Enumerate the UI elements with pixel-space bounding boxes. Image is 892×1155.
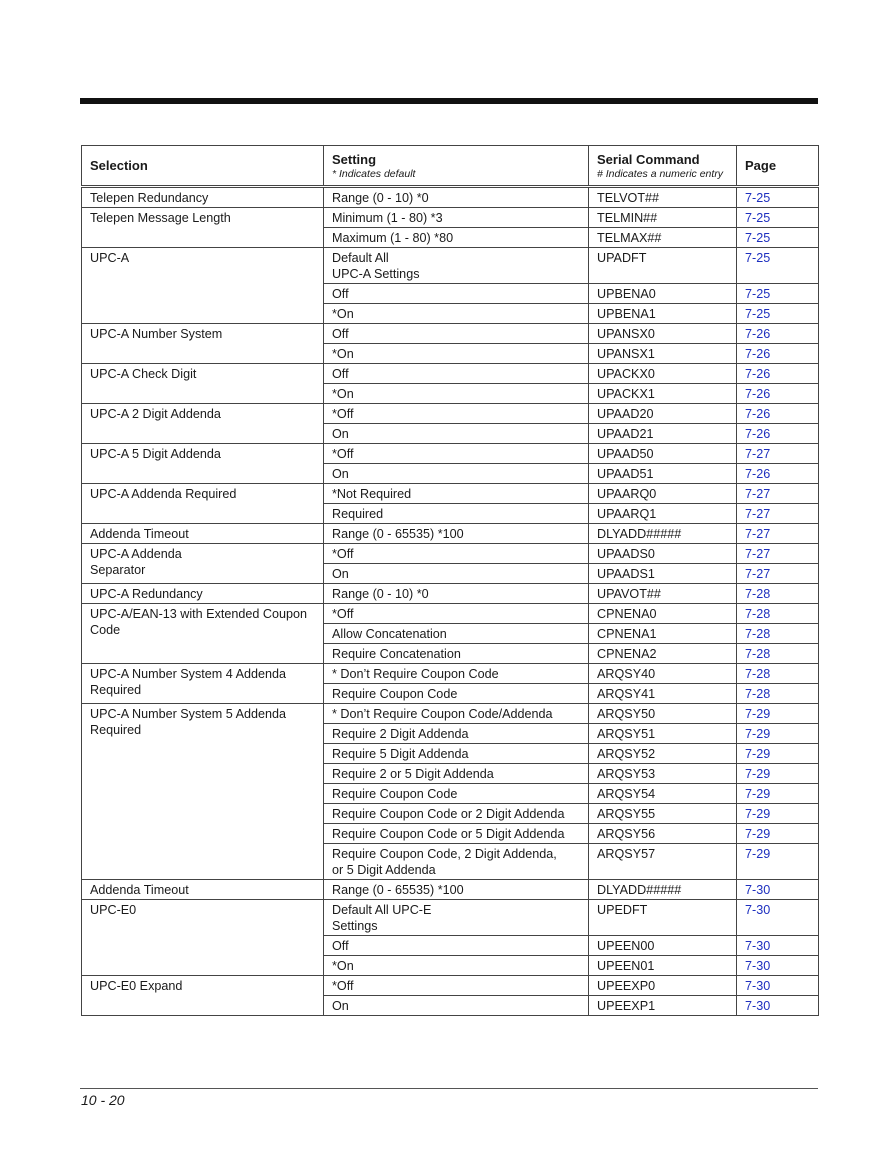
setting-cell: *Off <box>324 976 589 996</box>
table-body <box>82 187 819 1016</box>
page-link[interactable]: 7-29 <box>737 704 819 724</box>
serial-command-cell: DLYADD##### <box>589 880 737 900</box>
setting-cell: Required <box>324 504 589 524</box>
serial-command-cell: UPAAD21 <box>589 424 737 444</box>
serial-command-cell: ARQSY53 <box>589 764 737 784</box>
serial-command-cell: CPNENA1 <box>589 624 737 644</box>
setting-cell: Require Coupon Code or 2 Digit Addenda <box>324 804 589 824</box>
table-row <box>82 524 819 544</box>
header-setting-note: * Indicates default <box>332 167 416 180</box>
table-row <box>82 404 819 424</box>
header-serial-label: Serial Command <box>597 151 700 167</box>
page-link[interactable]: 7-29 <box>737 744 819 764</box>
table-row <box>82 248 819 284</box>
serial-command-cell: UPEDFT <box>589 900 737 936</box>
setting-cell: Off <box>324 324 589 344</box>
setting-cell: Range (0 - 65535) *100 <box>324 524 589 544</box>
selection-cell: UPC-A/EAN-13 with Extended Coupon Code <box>82 604 324 664</box>
setting-cell: *Off <box>324 544 589 564</box>
page-number: 10 - 20 <box>81 1092 125 1108</box>
setting-cell: Require 5 Digit Addenda <box>324 744 589 764</box>
serial-command-cell: ARQSY51 <box>589 724 737 744</box>
page-link[interactable]: 7-25 <box>737 248 819 284</box>
page-link[interactable]: 7-30 <box>737 976 819 996</box>
serial-command-cell: CPNENA2 <box>589 644 737 664</box>
table-row <box>82 364 819 384</box>
selection-cell: Addenda Timeout <box>82 524 324 544</box>
serial-command-cell: TELVOT## <box>589 187 737 208</box>
serial-command-cell: UPBENA1 <box>589 304 737 324</box>
selection-cell: UPC-A Addenda Separator <box>82 544 324 584</box>
page-link[interactable]: 7-27 <box>737 504 819 524</box>
header-selection: Selection <box>82 146 324 187</box>
selection-cell: Telepen Message Length <box>82 208 324 248</box>
serial-command-cell: ARQSY52 <box>589 744 737 764</box>
setting-cell: *Off <box>324 404 589 424</box>
header-serial-note: # Indicates a numeric entry <box>597 167 724 180</box>
page-link[interactable]: 7-28 <box>737 624 819 644</box>
serial-command-cell: ARQSY40 <box>589 664 737 684</box>
selection-cell: UPC-A Addenda Required <box>82 484 324 524</box>
table-row <box>82 544 819 564</box>
page-link[interactable]: 7-29 <box>737 844 819 880</box>
serial-command-cell: UPADFT <box>589 248 737 284</box>
page-link[interactable]: 7-30 <box>737 880 819 900</box>
setting-cell: Range (0 - 10) *0 <box>324 584 589 604</box>
serial-command-cell: UPAADS0 <box>589 544 737 564</box>
serial-command-cell: ARQSY50 <box>589 704 737 724</box>
page-link[interactable]: 7-26 <box>737 344 819 364</box>
setting-cell: Off <box>324 364 589 384</box>
table-header-row <box>82 146 819 187</box>
setting-cell: Off <box>324 936 589 956</box>
serial-command-cell: UPANSX0 <box>589 324 737 344</box>
table-row <box>82 584 819 604</box>
table-row <box>82 604 819 624</box>
setting-cell: Require Concatenation <box>324 644 589 664</box>
selection-cell: Telepen Redundancy <box>82 187 324 208</box>
page-link[interactable]: 7-26 <box>737 464 819 484</box>
serial-command-cell: UPAARQ0 <box>589 484 737 504</box>
serial-command-cell: ARQSY54 <box>589 784 737 804</box>
page-link[interactable]: 7-26 <box>737 324 819 344</box>
setting-cell: Require Coupon Code <box>324 684 589 704</box>
setting-cell: *On <box>324 384 589 404</box>
setting-cell: *Off <box>324 604 589 624</box>
serial-command-cell: UPEEXP1 <box>589 996 737 1016</box>
serial-command-cell: UPAADS1 <box>589 564 737 584</box>
header-rule <box>80 98 818 104</box>
serial-command-cell: UPBENA0 <box>589 284 737 304</box>
serial-command-cell: UPANSX1 <box>589 344 737 364</box>
page-link[interactable]: 7-28 <box>737 684 819 704</box>
page-link[interactable]: 7-28 <box>737 584 819 604</box>
selection-cell: UPC-A Number System 4 Addenda Required <box>82 664 324 704</box>
setting-cell: Maximum (1 - 80) *80 <box>324 228 589 248</box>
setting-cell: Range (0 - 65535) *100 <box>324 880 589 900</box>
table-row <box>82 208 819 228</box>
page-link[interactable]: 7-29 <box>737 784 819 804</box>
serial-command-cell: CPNENA0 <box>589 604 737 624</box>
page-link[interactable]: 7-25 <box>737 304 819 324</box>
setting-cell: Require 2 or 5 Digit Addenda <box>324 764 589 784</box>
selection-cell: Addenda Timeout <box>82 880 324 900</box>
settings-table <box>81 145 819 1016</box>
page-link[interactable]: 7-29 <box>737 724 819 744</box>
page-link[interactable]: 7-27 <box>737 564 819 584</box>
table-row <box>82 664 819 684</box>
page-link[interactable]: 7-28 <box>737 664 819 684</box>
header-setting-label: Setting <box>332 151 377 167</box>
setting-cell: Require Coupon Code <box>324 784 589 804</box>
setting-cell: Minimum (1 - 80) *3 <box>324 208 589 228</box>
page-link[interactable]: 7-26 <box>737 364 819 384</box>
selection-cell: UPC-A Number System 5 Addenda Required <box>82 704 324 880</box>
page-link[interactable]: 7-26 <box>737 404 819 424</box>
serial-command-cell: DLYADD##### <box>589 524 737 544</box>
serial-command-cell: UPAARQ1 <box>589 504 737 524</box>
serial-command-cell: UPEEXP0 <box>589 976 737 996</box>
page-link[interactable]: 7-27 <box>737 544 819 564</box>
page-link[interactable]: 7-27 <box>737 444 819 464</box>
footer-rule <box>80 1088 818 1089</box>
page-link[interactable]: 7-30 <box>737 900 819 936</box>
setting-cell: Require Coupon Code or 5 Digit Addenda <box>324 824 589 844</box>
setting-cell: *On <box>324 304 589 324</box>
page-link[interactable]: 7-28 <box>737 644 819 664</box>
selection-cell: UPC-A Number System <box>82 324 324 364</box>
page-link[interactable]: 7-30 <box>737 956 819 976</box>
page-link[interactable]: 7-29 <box>737 764 819 784</box>
page-link[interactable]: 7-25 <box>737 228 819 248</box>
serial-command-cell: UPAAD51 <box>589 464 737 484</box>
setting-cell: Require 2 Digit Addenda <box>324 724 589 744</box>
page-link[interactable]: 7-27 <box>737 484 819 504</box>
page-link[interactable]: 7-25 <box>737 187 819 208</box>
serial-command-cell: UPEEN01 <box>589 956 737 976</box>
serial-command-cell: ARQSY57 <box>589 844 737 880</box>
setting-cell: On <box>324 464 589 484</box>
table-row <box>82 704 819 724</box>
serial-command-cell: UPAAD50 <box>589 444 737 464</box>
page-link[interactable]: 7-29 <box>737 804 819 824</box>
setting-cell: *On <box>324 956 589 976</box>
setting-cell: * Don’t Require Coupon Code/Addenda <box>324 704 589 724</box>
table-row <box>82 880 819 900</box>
setting-cell: *Off <box>324 444 589 464</box>
page-link[interactable]: 7-27 <box>737 524 819 544</box>
serial-command-cell: UPAAD20 <box>589 404 737 424</box>
serial-command-cell: UPAVOT## <box>589 584 737 604</box>
page-link[interactable]: 7-28 <box>737 604 819 624</box>
page-link[interactable]: 7-26 <box>737 384 819 404</box>
selection-cell: UPC-A 2 Digit Addenda <box>82 404 324 444</box>
serial-command-cell: UPEEN00 <box>589 936 737 956</box>
page-link[interactable]: 7-29 <box>737 824 819 844</box>
settings-table-container <box>81 145 818 1016</box>
serial-command-cell: UPACKX0 <box>589 364 737 384</box>
selection-cell: UPC-E0 Expand <box>82 976 324 1016</box>
setting-cell: On <box>324 564 589 584</box>
selection-cell: UPC-A <box>82 248 324 324</box>
table-row <box>82 444 819 464</box>
selection-cell: UPC-A Redundancy <box>82 584 324 604</box>
serial-command-cell: UPACKX1 <box>589 384 737 404</box>
serial-command-cell: TELMAX## <box>589 228 737 248</box>
setting-cell: Require Coupon Code, 2 Digit Addenda, or 5 Digit Addenda <box>324 844 589 880</box>
serial-command-cell: ARQSY41 <box>589 684 737 704</box>
selection-cell: UPC-A Check Digit <box>82 364 324 404</box>
setting-cell: Default All UPC-E Settings <box>324 900 589 936</box>
setting-cell: Allow Concatenation <box>324 624 589 644</box>
setting-cell: Range (0 - 10) *0 <box>324 187 589 208</box>
header-page: Page <box>737 146 819 187</box>
table-row <box>82 484 819 504</box>
table-row <box>82 976 819 996</box>
setting-cell: Off <box>324 284 589 304</box>
page-link[interactable]: 7-30 <box>737 996 819 1016</box>
setting-cell: *On <box>324 344 589 364</box>
header-setting <box>324 146 589 187</box>
page-link[interactable]: 7-25 <box>737 208 819 228</box>
serial-command-cell: ARQSY55 <box>589 804 737 824</box>
page-link[interactable]: 7-25 <box>737 284 819 304</box>
setting-cell: * Don’t Require Coupon Code <box>324 664 589 684</box>
selection-cell: UPC-E0 <box>82 900 324 976</box>
page-link[interactable]: 7-26 <box>737 424 819 444</box>
header-serial-command <box>589 146 737 187</box>
table-row <box>82 900 819 936</box>
serial-command-cell: ARQSY56 <box>589 824 737 844</box>
setting-cell: On <box>324 996 589 1016</box>
setting-cell: On <box>324 424 589 444</box>
table-row <box>82 324 819 344</box>
serial-command-cell: TELMIN## <box>589 208 737 228</box>
setting-cell: *Not Required <box>324 484 589 504</box>
setting-cell: Default All UPC-A Settings <box>324 248 589 284</box>
selection-cell: UPC-A 5 Digit Addenda <box>82 444 324 484</box>
table-row <box>82 187 819 208</box>
page-link[interactable]: 7-30 <box>737 936 819 956</box>
